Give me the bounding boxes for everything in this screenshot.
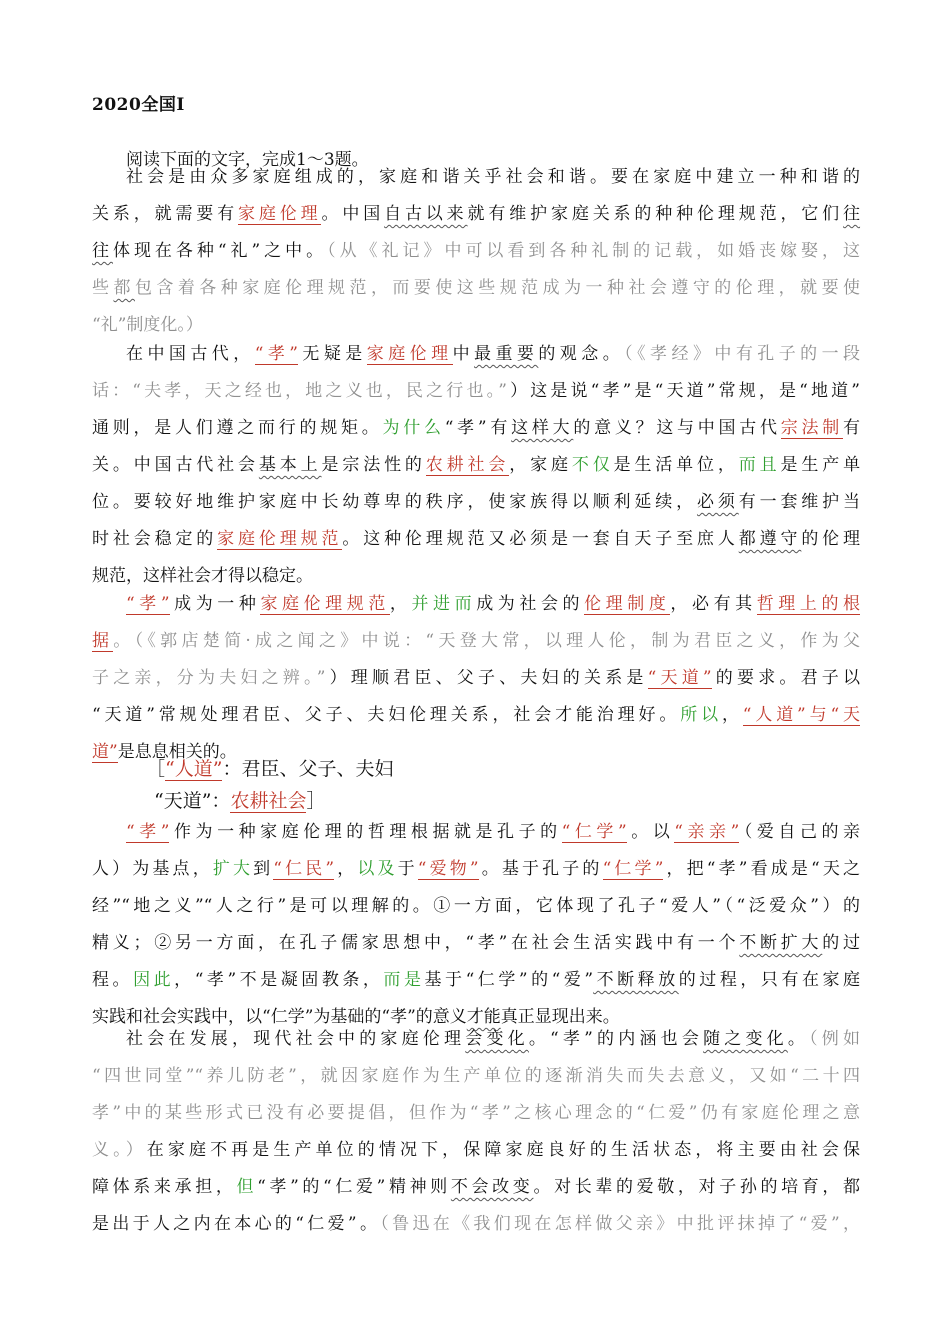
- text-segment: 是息息相关的。: [117, 742, 237, 762]
- text-segment: 实践和社会实践中，以“仁学”为基础的“孝”的意义: [92, 1007, 467, 1027]
- text-segment: 宗法制: [780, 418, 844, 438]
- text-line: [92, 697, 860, 734]
- text-segment: 往: [843, 204, 861, 224]
- text-segment: 是生活单位，: [613, 455, 739, 475]
- text-segment: 的观念。: [538, 344, 625, 364]
- text-segment: 这样大: [511, 418, 574, 438]
- text-segment: 的过程，只有在家庭: [678, 970, 861, 990]
- text-segment: “四世同堂”“养儿防老”，就因家庭作为生产单位的逐渐消失而失去意义，又如“二十四: [92, 1066, 860, 1086]
- text-segment: “人道”: [165, 758, 223, 780]
- text-segment: 会变化: [465, 1029, 529, 1049]
- text-segment: “天道”：: [154, 790, 231, 812]
- text-segment: 家庭伦理规范: [217, 529, 343, 549]
- text-line: [92, 660, 860, 697]
- paragraph: [92, 336, 860, 595]
- text-segment: ，“孝”不是凝固教条，: [174, 970, 384, 990]
- text-segment: 中: [452, 344, 475, 364]
- text-segment: 必须: [696, 492, 739, 512]
- text-segment: 阅读下面的文字，完成1～3题。: [126, 150, 369, 170]
- text-line: [92, 586, 860, 623]
- text-segment: 不断释放: [593, 970, 679, 990]
- text-segment: 不断扩大: [739, 933, 823, 953]
- text-line: [92, 1206, 860, 1243]
- text-segment: 于: [397, 859, 418, 879]
- text-segment: ）理顺君臣、父子、夫妇的关系是: [325, 668, 648, 688]
- text-line: [92, 373, 860, 410]
- text-segment: 在家庭不再是生产单位的情况下，保障家庭良好的生活状态，将主要由社会保: [146, 1140, 861, 1160]
- text-segment: 人）为基点，: [92, 859, 213, 879]
- text-segment: 基于“仁学”的“爱”: [424, 970, 594, 990]
- text-segment: ，: [334, 859, 358, 879]
- text-segment: ［: [146, 758, 166, 780]
- text-segment: 农耕社会: [425, 455, 510, 475]
- text-segment: 扩大: [212, 859, 254, 879]
- text-line: [92, 159, 860, 196]
- paragraph: [92, 586, 860, 771]
- text-segment: “天道”常规处理君臣、父子、夫妇伦理关系，社会才能治理好。: [92, 705, 681, 725]
- text-segment: 话：“夫孝，天之经也，地之义也，民之行也。”: [92, 381, 507, 401]
- text-segment: 义。）: [92, 1140, 147, 1160]
- text-segment: 家庭伦理规范: [260, 594, 390, 614]
- text-segment: 时社会稳定的: [92, 529, 218, 549]
- text-segment: 关。中国古代社会: [92, 455, 259, 475]
- paragraph: [92, 1021, 860, 1243]
- text-segment: 都遵守: [738, 529, 802, 549]
- text-segment: 作为一种家庭伦理的哲理根据就是孔子的: [169, 822, 562, 842]
- text-segment: 的伦理: [801, 529, 861, 549]
- text-segment: 在中国古代，: [126, 344, 255, 364]
- text-segment: 包含着各种家庭伦理规范，而要使这些规范成为一种社会遵守的伦理，就要使: [134, 278, 861, 298]
- text-segment: 子之亲，分为夫妇之辨。”: [92, 668, 326, 688]
- text-segment: “仁民”: [273, 859, 335, 879]
- text-line: [92, 484, 860, 521]
- text-segment: 程。: [92, 970, 134, 990]
- text-segment: 以及: [357, 859, 398, 879]
- text-segment: 。基于孔子的: [478, 859, 603, 879]
- text-segment: 。（《郭店楚简·成之闻之》中说：“天登大常，以理人伦，制为君臣之义，作为父: [113, 631, 861, 651]
- text-segment: 有一套维护当: [738, 492, 861, 512]
- text-segment: 通则，是人们遵之而行的规矩。: [92, 418, 383, 438]
- text-segment: 孝”中的某些形式已没有必要提倡，但作为“孝”之核心理念的“仁爱”仍有家庭伦理之意: [92, 1103, 860, 1123]
- text-segment: 就有维护家庭关系的种种伦理规范，它们: [467, 204, 844, 224]
- text-segment: 是生产单: [780, 455, 861, 475]
- text-segment: 不仅: [571, 455, 614, 475]
- paragraph: [92, 814, 860, 1036]
- text-line: [92, 925, 860, 962]
- text-segment: 体现在各种“礼”之中。: [112, 241, 328, 261]
- text-segment: 并进而: [411, 594, 477, 614]
- text-segment: “孝”: [254, 344, 298, 364]
- margin-note: [146, 753, 393, 817]
- text-segment: “孝”的“仁爱”精神则: [257, 1177, 451, 1197]
- text-line: [92, 623, 860, 660]
- text-segment: 。对长辈的爱敬，对子孙的培育，都: [533, 1177, 861, 1197]
- text-segment: （从《礼记》中可以看到各种礼制的记载，如婚丧嫁娶，这: [327, 241, 861, 261]
- text-segment: 随之变化: [703, 1029, 788, 1049]
- text-line: [92, 1132, 860, 1169]
- text-segment: “孝”有: [444, 418, 512, 438]
- text-segment: ，把“孝”看成是“天之: [663, 859, 861, 879]
- text-segment: ：君臣、父子、夫妇: [222, 758, 394, 780]
- text-line: [92, 233, 860, 270]
- text-segment: 经”“地之义”“人之行”是可以理解的。①一方面，它体现了孔子“爱人”（“泛爱众”）的: [92, 896, 860, 916]
- text-segment: （鲁迅在《我们现在怎样做父亲》中批评抹掉了“爱”，: [380, 1214, 860, 1234]
- text-segment: 的要求。君子以: [711, 668, 860, 688]
- text-segment: 自古以来: [384, 204, 468, 224]
- text-segment: 。“孝”的内涵也会: [528, 1029, 704, 1049]
- text-segment: 基本上: [258, 455, 322, 475]
- text-line: [92, 336, 860, 373]
- text-segment: 到: [253, 859, 274, 879]
- text-line: [92, 851, 860, 888]
- text-segment: 的过: [822, 933, 861, 953]
- text-segment: 道”: [92, 742, 118, 762]
- text-segment: 不会改变: [450, 1177, 534, 1197]
- text-line: [92, 1021, 860, 1058]
- text-segment: ，必有其: [670, 594, 757, 614]
- text-segment: 农耕社会: [230, 790, 307, 812]
- text-segment: 是宗法性的: [321, 455, 426, 475]
- text-segment: “仁学”: [561, 822, 627, 842]
- text-segment: “人道”与“天: [742, 705, 861, 725]
- text-line: [92, 447, 860, 484]
- text-line: [92, 814, 860, 851]
- text-segment: “孝”: [126, 594, 170, 614]
- text-segment: “亲亲”: [674, 822, 740, 842]
- note-line-tiandao: [146, 785, 393, 817]
- text-segment: 而是: [383, 970, 425, 990]
- text-segment: ，: [721, 705, 743, 725]
- text-segment: 些: [92, 278, 114, 298]
- text-segment: 成为一种: [169, 594, 261, 614]
- text-segment: 据: [92, 631, 114, 651]
- text-segment: 精义；②另一方面，在孔子儒家思想中，“孝”在社会生活实践中有一个: [92, 933, 740, 953]
- text-segment: 因此: [133, 970, 175, 990]
- text-line: [92, 270, 860, 307]
- text-segment: 障体系来承担，: [92, 1177, 237, 1197]
- text-segment: （例如: [809, 1029, 860, 1049]
- paragraph: [92, 159, 860, 344]
- text-segment: 往: [92, 241, 113, 261]
- text-segment: ）这是说“孝”是“天道”常规，是“地道”: [506, 381, 860, 401]
- text-segment: “礼”制度化。）: [92, 315, 203, 335]
- text-segment: “孝”: [126, 822, 170, 842]
- text-segment: 位。要较好地维护家庭中长幼尊卑的秩序，使家族得以顺利延续，: [92, 492, 697, 512]
- text-segment: 规范，这样社会才得以稳定。: [92, 566, 313, 586]
- text-segment: 伦理制度: [584, 594, 671, 614]
- text-segment: 社会在发展，现代社会中的家庭伦理: [126, 1029, 466, 1049]
- text-segment: 社会是由众多家庭组成的，家庭和谐关乎社会和谐。要在家庭中建立一种和谐的: [126, 167, 860, 187]
- text-line: [92, 888, 860, 925]
- text-segment: “爱物”: [417, 859, 479, 879]
- text-segment: 最重要: [474, 344, 539, 364]
- text-segment: （爱自己的亲: [739, 822, 861, 842]
- text-segment: 关系，就需要有: [92, 204, 239, 224]
- text-segment: ，: [389, 594, 412, 614]
- text-line: [92, 1169, 860, 1206]
- text-line: [92, 196, 860, 233]
- text-segment: ］: [306, 790, 326, 812]
- text-segment: 家庭伦理: [238, 204, 322, 224]
- text-segment: 成为社会的: [476, 594, 585, 614]
- text-segment: 哲理上的根: [756, 594, 861, 614]
- text-segment: 无疑是: [297, 344, 367, 364]
- text-segment: （《孝经》中有孔子的一段: [624, 344, 861, 364]
- text-segment: 真正显现出来。: [500, 1007, 620, 1027]
- text-segment: 。以: [626, 822, 675, 842]
- note-line-renudao: [146, 753, 393, 785]
- text-segment: 都: [113, 278, 135, 298]
- text-segment: 。: [787, 1029, 810, 1049]
- text-segment: 。这种伦理规范又必须是一套自天子至庶人: [342, 529, 739, 549]
- text-segment: 但: [236, 1177, 258, 1197]
- text-segment: 而且: [738, 455, 781, 475]
- text-segment: 。中国: [321, 204, 385, 224]
- text-segment: 的意义？这与中国古代: [573, 418, 781, 438]
- text-segment: ，家庭: [509, 455, 572, 475]
- text-segment: “仁学”: [602, 859, 664, 879]
- text-segment: “天道”: [647, 668, 712, 688]
- text-segment: 为什么: [382, 418, 445, 438]
- text-segment: 家庭伦理: [366, 344, 453, 364]
- text-line: [92, 521, 860, 558]
- text-segment: 是出于人之内在本心的“仁爱”。: [92, 1214, 381, 1234]
- text-segment: 有: [843, 418, 861, 438]
- text-line: [92, 962, 860, 999]
- text-segment: 所以: [680, 705, 722, 725]
- document-title: 2020全国Ⅰ: [92, 95, 185, 115]
- text-line: [92, 1095, 860, 1132]
- text-line: [92, 1058, 860, 1095]
- text-segment: 才能: [466, 1007, 501, 1027]
- text-line: [92, 410, 860, 447]
